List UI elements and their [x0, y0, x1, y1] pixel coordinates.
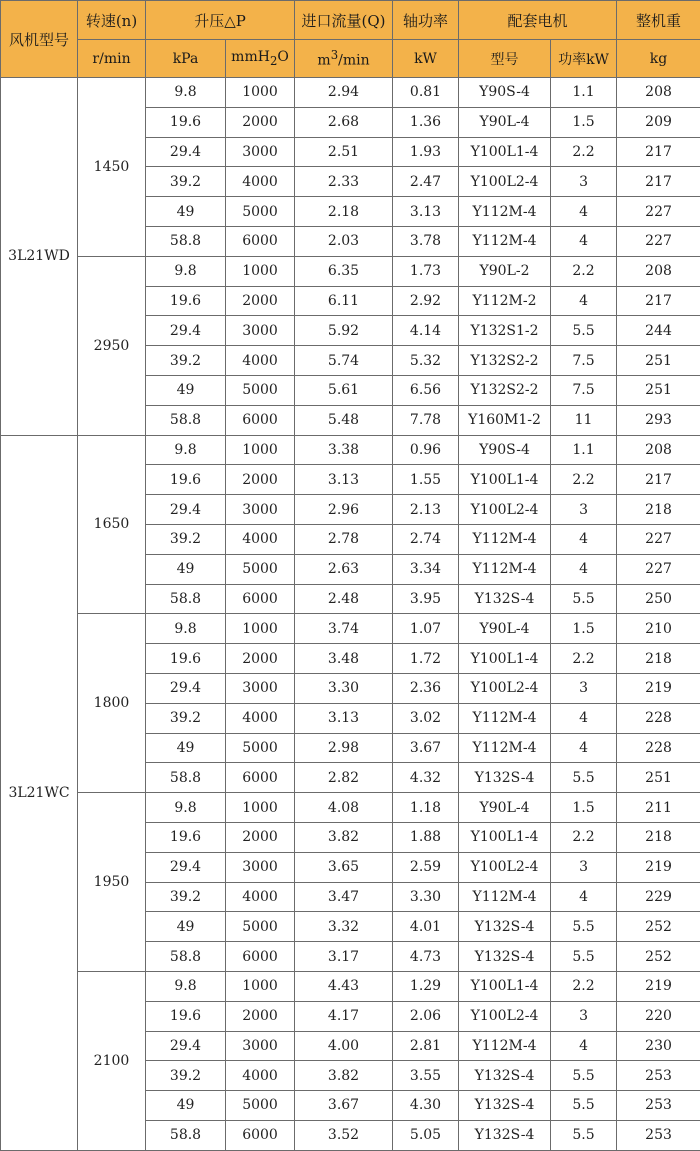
cell-flow: 2.03 [295, 226, 393, 256]
cell-weight: 230 [617, 1031, 700, 1061]
cell-flow: 3.82 [295, 822, 393, 852]
cell-shaft-power: 1.72 [393, 644, 459, 674]
cell-motor-power: 3 [551, 673, 617, 703]
cell-flow: 2.63 [295, 554, 393, 584]
cell-kpa: 9.8 [146, 614, 226, 644]
cell-mmh2o: 2000 [226, 1001, 295, 1031]
cell-motor-type: Y132S-4 [459, 763, 551, 793]
cell-flow: 2.94 [295, 78, 393, 108]
cell-motor-power: 4 [551, 554, 617, 584]
cell-motor-power: 5.5 [551, 584, 617, 614]
cell-weight: 253 [617, 1120, 700, 1150]
cell-flow: 6.11 [295, 286, 393, 316]
cell-weight: 228 [617, 733, 700, 763]
cell-flow: 2.33 [295, 167, 393, 197]
table-row [1, 793, 700, 823]
cell-shaft-power: 1.88 [393, 822, 459, 852]
table-row [1, 256, 700, 286]
speed-rpm: 1450 [78, 78, 146, 257]
cell-motor-power: 4 [551, 703, 617, 733]
cell-motor-type: Y132S-4 [459, 912, 551, 942]
cell-motor-type: Y112M-4 [459, 524, 551, 554]
header-speed: 转速(n) [78, 1, 146, 40]
cell-motor-power: 3 [551, 852, 617, 882]
cell-flow: 3.48 [295, 644, 393, 674]
cell-shaft-power: 5.05 [393, 1120, 459, 1150]
cell-flow: 3.74 [295, 614, 393, 644]
cell-flow: 3.67 [295, 1091, 393, 1121]
cell-kpa: 39.2 [146, 1061, 226, 1091]
cell-mmh2o: 5000 [226, 375, 295, 405]
cell-shaft-power: 4.14 [393, 316, 459, 346]
cell-shaft-power: 1.18 [393, 793, 459, 823]
cell-mmh2o: 1000 [226, 256, 295, 286]
cell-motor-power: 2.2 [551, 137, 617, 167]
cell-motor-power: 11 [551, 405, 617, 435]
cell-motor-power: 2.2 [551, 644, 617, 674]
cell-shaft-power: 3.13 [393, 197, 459, 227]
cell-flow: 3.17 [295, 942, 393, 972]
cell-motor-type: Y132S-4 [459, 1061, 551, 1091]
cell-shaft-power: 3.02 [393, 703, 459, 733]
cell-kpa: 9.8 [146, 971, 226, 1001]
cell-kpa: 9.8 [146, 78, 226, 108]
cell-weight: 210 [617, 614, 700, 644]
cell-motor-type: Y132S-4 [459, 584, 551, 614]
cell-mmh2o: 6000 [226, 226, 295, 256]
model-name: 3L21WD [1, 78, 78, 436]
cell-kpa: 9.8 [146, 793, 226, 823]
cell-weight: 250 [617, 584, 700, 614]
cell-weight: 251 [617, 346, 700, 376]
cell-shaft-power: 3.78 [393, 226, 459, 256]
cell-motor-type: Y100L1-4 [459, 644, 551, 674]
cell-mmh2o: 2000 [226, 107, 295, 137]
cell-motor-type: Y112M-4 [459, 1031, 551, 1061]
cell-kpa: 19.6 [146, 822, 226, 852]
cell-motor-type: Y132S-4 [459, 942, 551, 972]
unit-mmh2o-sub: 2 [270, 54, 277, 68]
cell-motor-type: Y90S-4 [459, 435, 551, 465]
cell-motor-type: Y132S2-2 [459, 346, 551, 376]
table-body [1, 78, 700, 1151]
cell-flow: 2.18 [295, 197, 393, 227]
unit-kw: kW [393, 40, 459, 78]
cell-motor-type: Y112M-4 [459, 554, 551, 584]
cell-weight: 220 [617, 1001, 700, 1031]
cell-motor-power: 1.5 [551, 614, 617, 644]
cell-flow: 5.74 [295, 346, 393, 376]
cell-kpa: 58.8 [146, 1120, 226, 1150]
cell-motor-power: 4 [551, 197, 617, 227]
cell-weight: 252 [617, 942, 700, 972]
cell-kpa: 49 [146, 375, 226, 405]
cell-flow: 2.98 [295, 733, 393, 763]
cell-flow: 2.51 [295, 137, 393, 167]
cell-mmh2o: 1000 [226, 793, 295, 823]
cell-weight: 219 [617, 673, 700, 703]
speed-rpm: 1650 [78, 435, 146, 614]
cell-mmh2o: 4000 [226, 1061, 295, 1091]
cell-motor-type: Y90L-2 [459, 256, 551, 286]
cell-shaft-power: 1.93 [393, 137, 459, 167]
cell-motor-type: Y132S2-2 [459, 375, 551, 405]
cell-motor-power: 5.5 [551, 912, 617, 942]
cell-flow: 3.30 [295, 673, 393, 703]
cell-shaft-power: 2.47 [393, 167, 459, 197]
cell-kpa: 49 [146, 733, 226, 763]
header-motor-power: 功率kW [551, 40, 617, 78]
cell-weight: 227 [617, 554, 700, 584]
cell-mmh2o: 2000 [226, 286, 295, 316]
cell-weight: 253 [617, 1061, 700, 1091]
cell-weight: 251 [617, 375, 700, 405]
cell-kpa: 19.6 [146, 465, 226, 495]
cell-shaft-power: 7.78 [393, 405, 459, 435]
cell-motor-power: 1.1 [551, 435, 617, 465]
unit-flow [295, 40, 393, 78]
cell-weight: 252 [617, 912, 700, 942]
cell-mmh2o: 3000 [226, 673, 295, 703]
cell-motor-type: Y90L-4 [459, 793, 551, 823]
cell-motor-type: Y100L2-4 [459, 673, 551, 703]
cell-motor-power: 4 [551, 882, 617, 912]
cell-motor-type: Y112M-4 [459, 226, 551, 256]
cell-flow: 5.92 [295, 316, 393, 346]
cell-flow: 2.82 [295, 763, 393, 793]
cell-motor-type: Y132S-4 [459, 1120, 551, 1150]
cell-motor-type: Y100L1-4 [459, 465, 551, 495]
header-weight: 整机重 [617, 1, 700, 40]
cell-flow: 3.13 [295, 465, 393, 495]
table-row [1, 435, 700, 465]
cell-motor-power: 5.5 [551, 1091, 617, 1121]
cell-shaft-power: 2.06 [393, 1001, 459, 1031]
cell-weight: 227 [617, 226, 700, 256]
cell-weight: 217 [617, 286, 700, 316]
cell-motor-power: 1.5 [551, 107, 617, 137]
unit-flow-prefix: m [317, 53, 330, 69]
cell-mmh2o: 6000 [226, 1120, 295, 1150]
cell-mmh2o: 1000 [226, 435, 295, 465]
cell-kpa: 58.8 [146, 584, 226, 614]
cell-weight: 211 [617, 793, 700, 823]
cell-shaft-power: 2.13 [393, 495, 459, 525]
cell-shaft-power: 3.95 [393, 584, 459, 614]
cell-motor-type: Y112M-4 [459, 733, 551, 763]
cell-shaft-power: 3.67 [393, 733, 459, 763]
cell-flow: 2.96 [295, 495, 393, 525]
header-row-1 [1, 1, 700, 40]
cell-motor-power: 5.5 [551, 316, 617, 346]
cell-kpa: 19.6 [146, 1001, 226, 1031]
cell-weight: 218 [617, 644, 700, 674]
cell-kpa: 29.4 [146, 495, 226, 525]
cell-kpa: 19.6 [146, 644, 226, 674]
cell-mmh2o: 3000 [226, 316, 295, 346]
cell-kpa: 19.6 [146, 107, 226, 137]
cell-motor-power: 1.1 [551, 78, 617, 108]
cell-weight: 253 [617, 1091, 700, 1121]
cell-kpa: 29.4 [146, 673, 226, 703]
cell-motor-type: Y100L1-4 [459, 971, 551, 1001]
cell-shaft-power: 2.36 [393, 673, 459, 703]
cell-shaft-power: 1.73 [393, 256, 459, 286]
header-motor: 配套电机 [459, 1, 617, 40]
cell-mmh2o: 6000 [226, 942, 295, 972]
cell-shaft-power: 2.81 [393, 1031, 459, 1061]
cell-motor-power: 2.2 [551, 256, 617, 286]
header-flow: 进口流量(Q) [295, 1, 393, 40]
cell-shaft-power: 4.73 [393, 942, 459, 972]
cell-weight: 219 [617, 971, 700, 1001]
cell-motor-type: Y100L2-4 [459, 495, 551, 525]
cell-weight: 209 [617, 107, 700, 137]
cell-shaft-power: 2.74 [393, 524, 459, 554]
cell-motor-power: 1.5 [551, 793, 617, 823]
cell-shaft-power: 1.36 [393, 107, 459, 137]
cell-flow: 3.38 [295, 435, 393, 465]
cell-flow: 3.47 [295, 882, 393, 912]
cell-flow: 4.08 [295, 793, 393, 823]
speed-rpm: 2100 [78, 971, 146, 1150]
cell-kpa: 29.4 [146, 1031, 226, 1061]
cell-weight: 229 [617, 882, 700, 912]
cell-motor-power: 7.5 [551, 346, 617, 376]
cell-motor-type: Y100L2-4 [459, 852, 551, 882]
cell-mmh2o: 2000 [226, 644, 295, 674]
cell-weight: 217 [617, 137, 700, 167]
cell-shaft-power: 2.92 [393, 286, 459, 316]
cell-mmh2o: 2000 [226, 465, 295, 495]
cell-kpa: 58.8 [146, 226, 226, 256]
cell-motor-power: 5.5 [551, 1061, 617, 1091]
cell-mmh2o: 4000 [226, 524, 295, 554]
cell-mmh2o: 6000 [226, 763, 295, 793]
cell-motor-power: 5.5 [551, 1120, 617, 1150]
cell-shaft-power: 2.59 [393, 852, 459, 882]
cell-mmh2o: 4000 [226, 346, 295, 376]
cell-mmh2o: 5000 [226, 554, 295, 584]
cell-kpa: 49 [146, 1091, 226, 1121]
cell-weight: 208 [617, 256, 700, 286]
cell-motor-type: Y112M-4 [459, 197, 551, 227]
cell-shaft-power: 5.32 [393, 346, 459, 376]
cell-mmh2o: 4000 [226, 703, 295, 733]
cell-weight: 218 [617, 495, 700, 525]
cell-motor-power: 4 [551, 226, 617, 256]
cell-motor-type: Y112M-4 [459, 882, 551, 912]
cell-weight: 219 [617, 852, 700, 882]
cell-mmh2o: 6000 [226, 584, 295, 614]
cell-flow: 2.68 [295, 107, 393, 137]
cell-flow: 3.32 [295, 912, 393, 942]
cell-flow: 5.48 [295, 405, 393, 435]
cell-motor-type: Y132S-4 [459, 1091, 551, 1121]
cell-shaft-power: 4.30 [393, 1091, 459, 1121]
table-header [1, 1, 700, 78]
speed-rpm: 1800 [78, 614, 146, 793]
cell-shaft-power: 1.07 [393, 614, 459, 644]
cell-motor-power: 3 [551, 495, 617, 525]
cell-weight: 218 [617, 822, 700, 852]
cell-kpa: 39.2 [146, 703, 226, 733]
cell-mmh2o: 4000 [226, 167, 295, 197]
speed-rpm: 2950 [78, 256, 146, 435]
cell-flow: 2.78 [295, 524, 393, 554]
cell-motor-power: 3 [551, 167, 617, 197]
cell-motor-power: 4 [551, 1031, 617, 1061]
cell-flow: 4.17 [295, 1001, 393, 1031]
cell-motor-type: Y100L2-4 [459, 167, 551, 197]
cell-motor-power: 7.5 [551, 375, 617, 405]
cell-flow: 3.52 [295, 1120, 393, 1150]
cell-motor-type: Y90L-4 [459, 107, 551, 137]
unit-mmh2o-prefix: mmH [231, 49, 270, 65]
cell-flow: 6.35 [295, 256, 393, 286]
cell-motor-type: Y112M-2 [459, 286, 551, 316]
cell-weight: 244 [617, 316, 700, 346]
cell-flow: 3.13 [295, 703, 393, 733]
cell-flow: 2.48 [295, 584, 393, 614]
cell-motor-power: 2.2 [551, 465, 617, 495]
cell-motor-type: Y100L2-4 [459, 1001, 551, 1031]
table-row [1, 614, 700, 644]
cell-mmh2o: 3000 [226, 495, 295, 525]
cell-mmh2o: 1000 [226, 78, 295, 108]
cell-shaft-power: 0.96 [393, 435, 459, 465]
cell-weight: 228 [617, 703, 700, 733]
cell-kpa: 58.8 [146, 763, 226, 793]
cell-motor-power: 5.5 [551, 942, 617, 972]
table-row [1, 971, 700, 1001]
cell-motor-type: Y100L1-4 [459, 137, 551, 167]
cell-weight: 208 [617, 78, 700, 108]
cell-flow: 3.82 [295, 1061, 393, 1091]
cell-kpa: 9.8 [146, 435, 226, 465]
cell-kpa: 29.4 [146, 316, 226, 346]
cell-motor-type: Y160M1-2 [459, 405, 551, 435]
cell-mmh2o: 1000 [226, 971, 295, 1001]
unit-speed: r/min [78, 40, 146, 78]
model-name: 3L21WC [1, 435, 78, 1150]
cell-kpa: 58.8 [146, 405, 226, 435]
cell-motor-type: Y112M-4 [459, 703, 551, 733]
cell-motor-type: Y90S-4 [459, 78, 551, 108]
header-model: 风机型号 [1, 1, 78, 78]
cell-kpa: 29.4 [146, 852, 226, 882]
cell-kpa: 19.6 [146, 286, 226, 316]
cell-flow: 5.61 [295, 375, 393, 405]
cell-mmh2o: 5000 [226, 912, 295, 942]
cell-shaft-power: 3.34 [393, 554, 459, 584]
cell-kpa: 39.2 [146, 882, 226, 912]
cell-weight: 227 [617, 197, 700, 227]
cell-mmh2o: 5000 [226, 733, 295, 763]
cell-motor-power: 4 [551, 286, 617, 316]
cell-shaft-power: 6.56 [393, 375, 459, 405]
cell-motor-power: 4 [551, 733, 617, 763]
cell-mmh2o: 4000 [226, 882, 295, 912]
unit-mmh2o [226, 40, 295, 78]
cell-motor-type: Y90L-4 [459, 614, 551, 644]
cell-kpa: 49 [146, 554, 226, 584]
cell-motor-power: 4 [551, 524, 617, 554]
cell-mmh2o: 3000 [226, 137, 295, 167]
cell-kpa: 29.4 [146, 137, 226, 167]
unit-flow-sup: 3 [331, 48, 338, 62]
cell-shaft-power: 4.01 [393, 912, 459, 942]
cell-mmh2o: 3000 [226, 1031, 295, 1061]
cell-shaft-power: 3.30 [393, 882, 459, 912]
cell-mmh2o: 5000 [226, 197, 295, 227]
cell-weight: 217 [617, 167, 700, 197]
table-row [1, 78, 700, 108]
cell-flow: 4.43 [295, 971, 393, 1001]
cell-kpa: 58.8 [146, 942, 226, 972]
cell-shaft-power: 4.32 [393, 763, 459, 793]
header-shaft-power: 轴功率 [393, 1, 459, 40]
cell-mmh2o: 5000 [226, 1091, 295, 1121]
cell-weight: 293 [617, 405, 700, 435]
cell-weight: 217 [617, 465, 700, 495]
header-motor-type: 型号 [459, 40, 551, 78]
cell-motor-power: 2.2 [551, 822, 617, 852]
header-pressure: 升压△P [146, 1, 295, 40]
cell-kpa: 49 [146, 912, 226, 942]
cell-kpa: 39.2 [146, 167, 226, 197]
cell-weight: 208 [617, 435, 700, 465]
cell-flow: 3.65 [295, 852, 393, 882]
cell-mmh2o: 2000 [226, 822, 295, 852]
cell-kpa: 49 [146, 197, 226, 227]
cell-kpa: 9.8 [146, 256, 226, 286]
cell-motor-type: Y100L1-4 [459, 822, 551, 852]
cell-motor-type: Y132S1-2 [459, 316, 551, 346]
speed-rpm: 1950 [78, 793, 146, 972]
cell-flow: 4.00 [295, 1031, 393, 1061]
cell-shaft-power: 0.81 [393, 78, 459, 108]
cell-shaft-power: 1.55 [393, 465, 459, 495]
cell-mmh2o: 1000 [226, 614, 295, 644]
cell-motor-power: 2.2 [551, 971, 617, 1001]
cell-motor-power: 3 [551, 1001, 617, 1031]
unit-kg: kg [617, 40, 700, 78]
cell-mmh2o: 6000 [226, 405, 295, 435]
cell-weight: 251 [617, 763, 700, 793]
unit-mmh2o-suffix: O [277, 49, 288, 65]
unit-kpa: kPa [146, 40, 226, 78]
unit-flow-suffix: /min [338, 53, 370, 69]
cell-kpa: 39.2 [146, 524, 226, 554]
cell-shaft-power: 3.55 [393, 1061, 459, 1091]
cell-kpa: 39.2 [146, 346, 226, 376]
cell-weight: 227 [617, 524, 700, 554]
cell-shaft-power: 1.29 [393, 971, 459, 1001]
cell-mmh2o: 3000 [226, 852, 295, 882]
cell-motor-power: 5.5 [551, 763, 617, 793]
header-row-2 [1, 40, 700, 78]
